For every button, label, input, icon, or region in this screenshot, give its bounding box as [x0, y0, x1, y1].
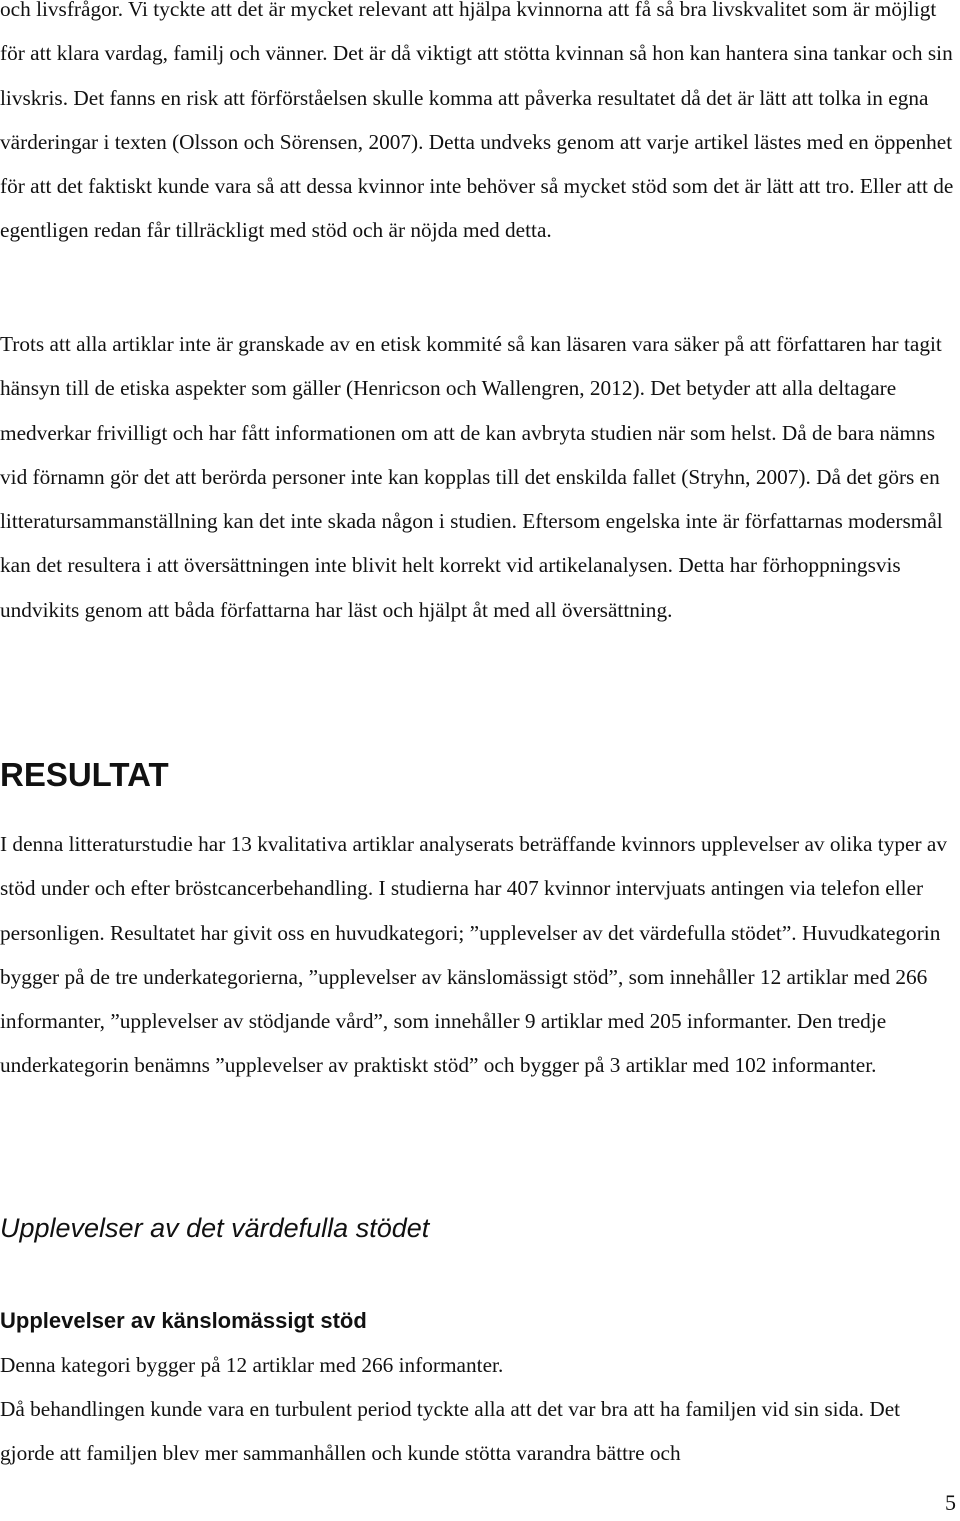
subsection-heading-emotional-support: Upplevelser av känslomässigt stöd	[0, 1308, 367, 1333]
body-paragraph-category-basis: Denna kategori bygger på 12 artiklar med 266 informanter.	[0, 1353, 504, 1377]
subsection-heading-main-category: Upplevelser av det värdefulla stödet	[0, 1213, 430, 1243]
body-paragraph-family-support: Då behandlingen kunde vara en turbulent period tyckte alla att det var bra att ha familjen vid sin sida. Det gjorde att familjen blev mer sammanhållen och kunde stötta varandra bättre och	[0, 1397, 901, 1466]
body-paragraph-results-intro: I denna litteraturstudie har 13 kvalitativa artiklar analyserats beträffande kvinnors upplevelser av olika typer av stöd under och efter bröstcancerbehandling. I studierna har 407 kvinnor intervjuats antingen via telefon eller personligen. Resultatet har givit oss en huvudkategori; ”upplevelser av det värdefulla stödet”. Huvudkategorin bygger på de tre underkategorierna, ”upplevelser av känslomässigt stöd”, som innehåller 12 artiklar med 266 informanter, ”upplevelser av stödjande vård”, som innehåller 9 artiklar med 205 informanter. Den tredje underkategorin benämns ”upplevelser av praktiskt stöd” och bygger på 3 artiklar med 102 informanter.	[0, 832, 947, 1078]
section-heading-resultat: RESULTAT	[0, 756, 169, 793]
page-number: 5	[945, 1490, 956, 1515]
body-paragraph-ethics-review: Trots att alla artiklar inte är granskade av en etisk kommité så kan läsaren vara säker på att författaren har tagit hänsyn till de etiska aspekter som gäller (Henricson och Wallengren, 2012). Det betyder att alla deltagare medverkar frivilligt och har fått informationen om att de kan avbryta studien när som helst. Då de bara nämns vid förnamn gör det att berörda personer inte kan kopplas till det enskilda fallet (Stryhn, 2007). Då det görs en litteratursammanställning kan det inte skada någon i studien. Eftersom engelska inte är författarnas modersmål kan det resultera i att översättningen inte blivit helt korrekt vid artikelanalysen. Detta har förhoppningsvis undvikits genom att båda författarna har läst och hjälpt åt med all översättning.	[0, 332, 943, 622]
body-paragraph-ethics-preunderstanding: och livsfrågor. Vi tyckte att det är mycket relevant att hjälpa kvinnorna att få så bra livskvalitet som är möjligt för att klara vardag, familj och vänner. Det är då viktigt att stötta kvinnan så hon kan hantera sina tankar och sin livskris. Det fanns en risk att förförståelsen skulle komma att påverka resultatet då det är lätt att tolka in egna värderingar i texten (Olsson och Sörensen, 2007). Detta undveks genom att varje artikel lästes med en öppenhet för att det faktiskt kunde vara så att dessa kvinnor inte behöver så mycket stöd som det är lätt att tro. Eller att de egentligen redan får tillräckligt med stöd och är nöjda med detta.	[0, 0, 954, 243]
